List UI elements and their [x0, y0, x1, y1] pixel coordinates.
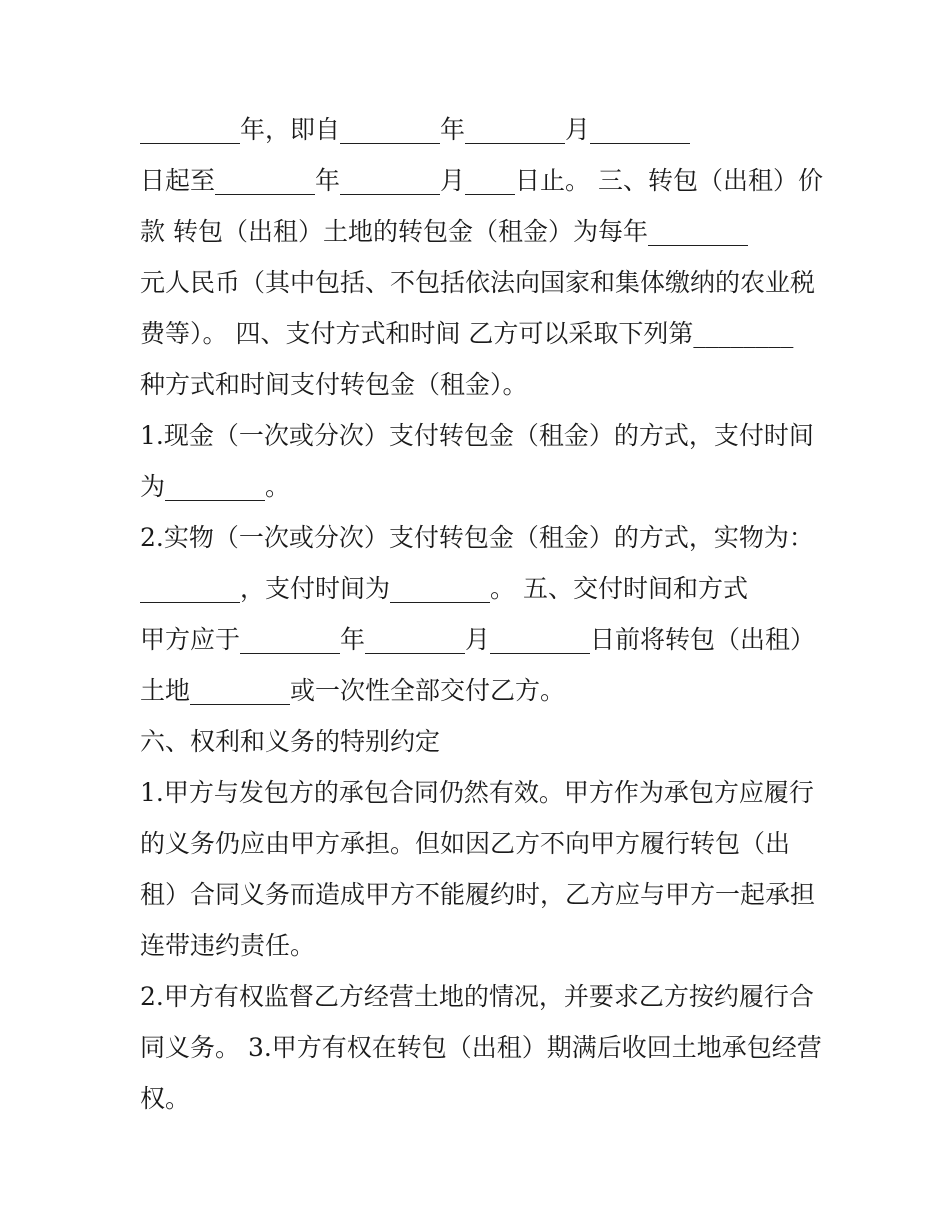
text-line: 2.甲方有权监督乙方经营土地的情况，并要求乙方按约履行合 [140, 982, 814, 1011]
text-line: 土地________或一次性全部交付乙方。 [140, 676, 566, 705]
text-line: 连带违约责任。 [140, 931, 316, 960]
text-line: 1.甲方与发包方的承包合同仍然有效。甲方作为承包方应履行 [140, 778, 814, 807]
text-line: ________年，即自________年________月________ [140, 115, 691, 144]
text-line: 的义务仍应由甲方承担。但如因乙方不向甲方履行转包（出 [140, 829, 791, 858]
text-line: 款 转包（出租）土地的转包金（租金）为每年________ [140, 217, 748, 246]
section-heading: 六、权利和义务的特别约定 [140, 727, 441, 756]
text-line: 费等）。 四、支付方式和时间 乙方可以采取下列第________ [140, 319, 794, 348]
contract-body-text [140, 104, 823, 1124]
text-line: 为________。 [140, 472, 291, 501]
text-line: 1.现金（一次或分次）支付转包金（租金）的方式，支付时间 [140, 421, 814, 450]
text-line: 同义务。 3.甲方有权在转包（出租）期满后收回土地承包经营 [140, 1033, 822, 1062]
text-line: 日起至________年________月____日止。 三、转包（出租）价 [140, 166, 823, 195]
text-line: 元人民币（其中包括、不包括依法向国家和集体缴纳的农业税 [140, 268, 816, 297]
text-line: 租）合同义务而造成甲方不能履约时，乙方应与甲方一起承担 [140, 880, 816, 909]
text-line: ________，支付时间为________。 五、交付时间和方式 [140, 574, 748, 603]
text-line: 甲方应于________年________月________日前将转包（出租） [140, 625, 816, 654]
text-line: 权。 [140, 1084, 191, 1113]
text-line: 2.实物（一次或分次）支付转包金（租金）的方式，实物为： [140, 523, 814, 552]
text-line: 种方式和时间支付转包金（租金）。 [140, 370, 528, 399]
